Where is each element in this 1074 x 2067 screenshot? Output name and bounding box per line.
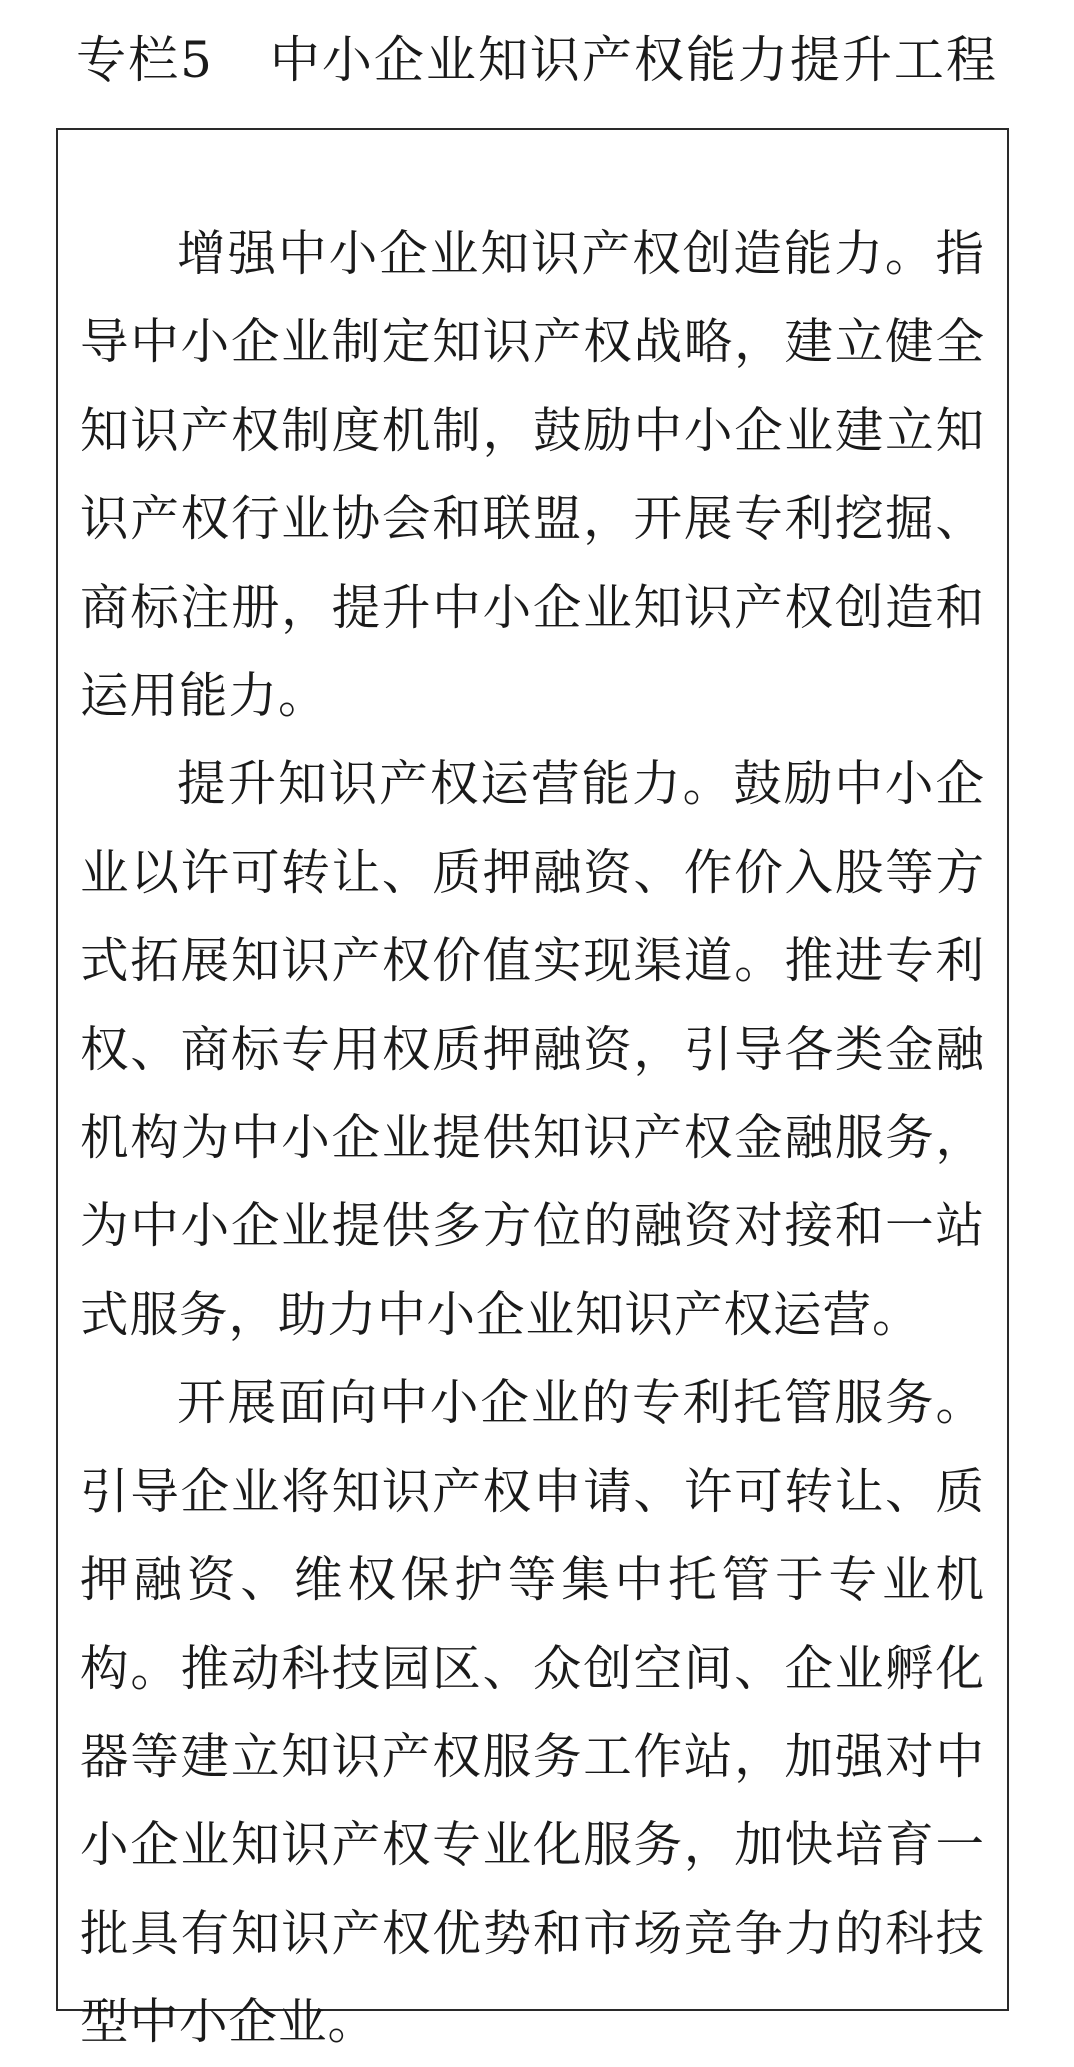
column-heading: [0, 18, 1074, 102]
paragraph-creation: 增强中小企业知识产权创造能力。指导中小企业制定知识产权战略，建立健全知识产权制度机制，鼓励中小企业建立知识产权行业协会和联盟，开展专利挖掘、商标注册，提升中小企业知识产权创造和运用能力。: [80, 226, 985, 725]
column-box: [56, 128, 1009, 2051]
column-label: 专栏5: [76, 31, 214, 89]
column-body: [80, 210, 985, 2067]
column-title: 中小企业知识产权能力提升工程: [269, 31, 998, 89]
paragraph-operation: 提升知识产权运营能力。鼓励中小企业以许可转让、质押融资、作价入股等方式拓展知识产权价值实现渠道。推进专利权、商标专用权质押融资，引导各类金融机构为中小企业提供知识产权金融服务，为中小企业提供多方位的融资对接和一站式服务，助力中小企业知识产权运营。: [80, 756, 985, 1343]
paragraph-custody: 开展面向中小企业的专利托管服务。引导企业将知识产权申请、许可转让、质押融资、维权保护等集中托管于专业机构。推动科技园区、众创空间、企业孵化器等建立知识产权服务工作站，加强对中小企业知识产权专业化服务，加快培育一批具有知识产权优势和市场竞争力的科技型中小企业。: [80, 1375, 985, 2051]
